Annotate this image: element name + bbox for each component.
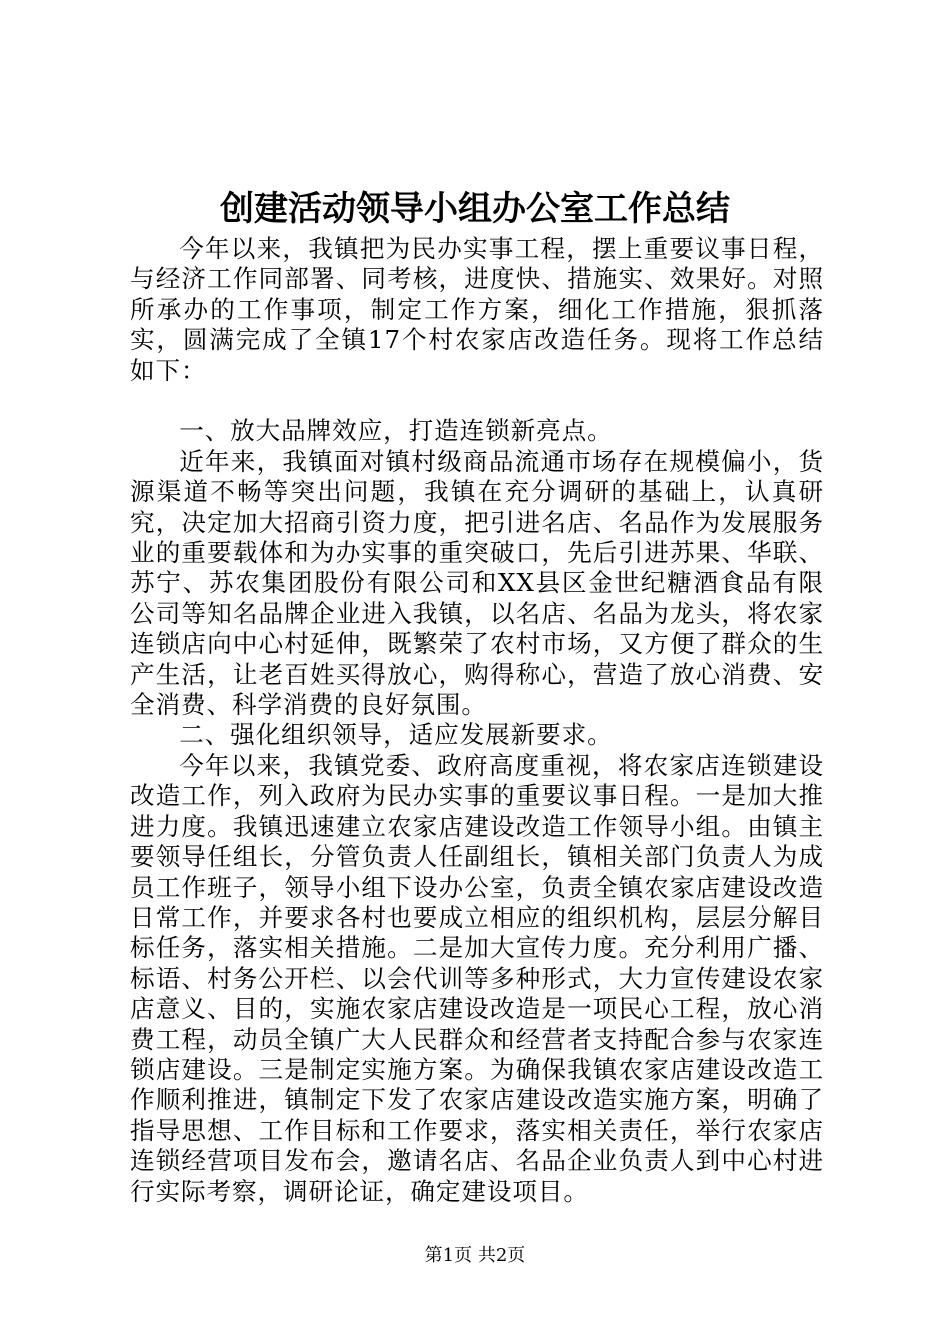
page-number-footer: 第1页 共2页 xyxy=(424,1245,526,1266)
intro-paragraph: 今年以来，我镇把为民办实事工程，摆上重要议事日程，与经济工作同部署、同考核，进度快、措施实、效果好。对照所承办的工作事项，制定工作方案，细化工作措施，狠抓落实，圆满完成了全镇17个村农家店改造任务。现将工作总结如下： xyxy=(130,234,824,385)
document-title: 创建活动领导小组办公室工作总结 xyxy=(220,189,730,229)
paragraph-spacer xyxy=(130,386,824,416)
section-2-paragraph: 今年以来，我镇党委、政府高度重视，将农家店连锁建设改造工作，列入政府为民办实事的重要议事日程。一是加大推进力度。我镇迅速建立农家店建设改造工作领导小组。由镇主要领导任组长，分管负责人任副组长，镇相关部门负责人为成员工作班子，领导小组下设办公室，负责全镇农家店建设改造日常工作，并要求各村也要成立相应的组织机构，层层分解目标任务，落实相关措施。二是加大宣传力度。充分利用广播、标语、村务公开栏、以会代训等多种形式，大力宣传建设农家店意义、目的，实施农家店建设改造是一项民心工程，放心消费工程，动员全镇广大人民群众和经营者支持配合参与农家连锁店建设。三是制定实施方案。为确保我镇农家店建设改造工作顺利推进，镇制定下发了农家店建设改造实施方案，明确了指导思想、工作目标和工作要求，落实相关责任，举行农家店连锁经营项目发布会，邀请名店、名品企业负责人到中心村进行实际考察，调研论证，确定建设项目。 xyxy=(130,750,824,1206)
section-heading-2: 二、强化组织领导，适应发展新要求。 xyxy=(179,720,613,750)
section-1-paragraph: 近年来，我镇面对镇村级商品流通市场存在规模偏小，货源渠道不畅等突出问题，我镇在充分调研的基础上，认真研究，决定加大招商引资力度，把引进名店、名品作为发展服务业的重要载体和为办实事的重突破口，先后引进苏果、华联、苏宁、苏农集团股份有限公司和XX县区金世纪糖酒食品有限公司等知名品牌企业进入我镇，以名店、名品为龙头，将农家连锁店向中心村延伸，既繁荣了农村市场，又方便了群众的生产生活，让老百姓买得放心，购得称心，营造了放心消费、安全消费、科学消费的良好氛围。 xyxy=(130,446,824,720)
document-body xyxy=(130,234,824,1207)
section-heading-1: 一、放大品牌效应，打造连锁新亮点。 xyxy=(179,416,613,446)
